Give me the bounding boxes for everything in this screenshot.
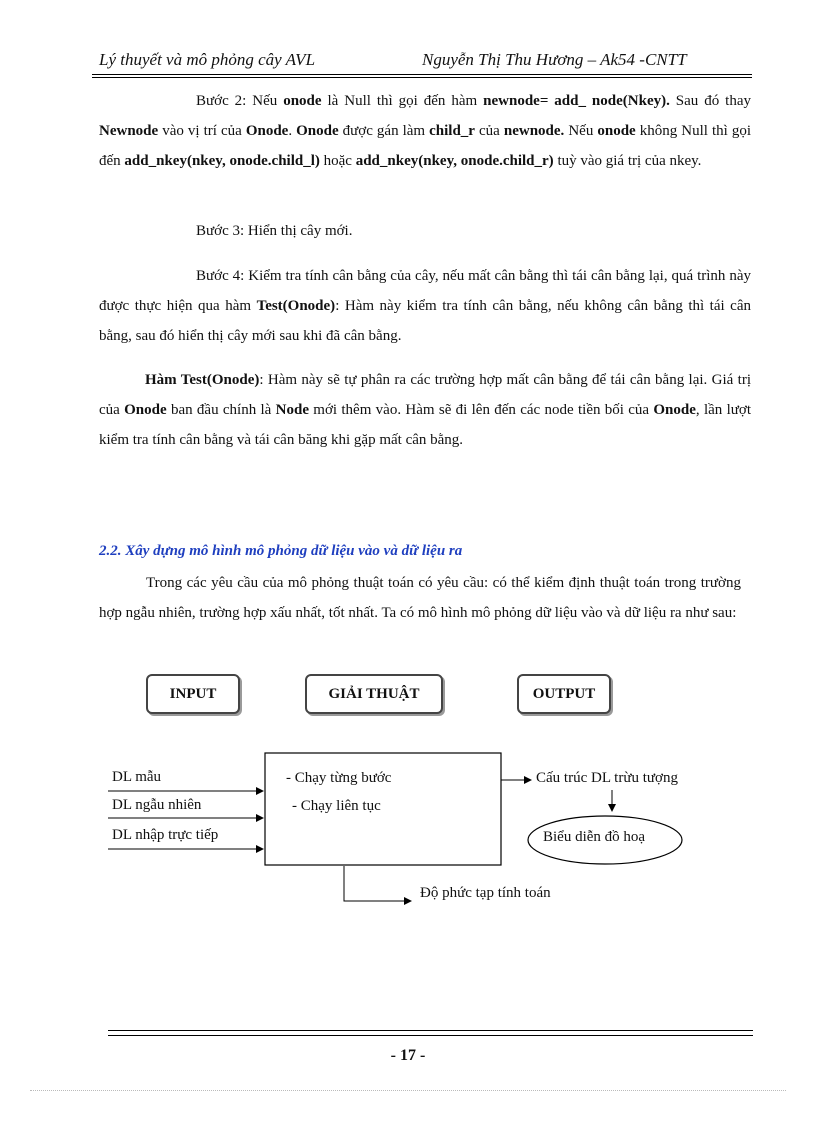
algorithm-box: GIẢI THUẬT: [305, 674, 443, 714]
output-box: OUTPUT: [517, 674, 611, 714]
input-label-2: DL ngẫu nhiên: [112, 797, 202, 813]
bold-term: newnode.: [503, 123, 565, 139]
text-run: hoặc: [319, 153, 356, 169]
bold-term: Onode: [296, 123, 339, 139]
input-label-1: DL mẫu: [112, 769, 162, 785]
bold-term: add_nkey(nkey, onode.child_l): [124, 153, 320, 169]
header-author: Nguyễn Thị Thu Hương – Ak54 -CNTT: [422, 50, 687, 69]
bold-term: Test(Onode): [256, 298, 336, 314]
bold-term: Hàm Test(Onode): [145, 372, 260, 388]
page-edge: [30, 1090, 786, 1091]
complexity-label: Độ phức tạp tính toán: [420, 885, 551, 901]
header-rule-2: [92, 77, 752, 78]
bold-term: Onode: [245, 123, 289, 139]
text-run: , lần lượt kiểm tra tính cân bằng và tái cân băng khi gặp mất cân bằng.: [99, 402, 751, 448]
section-heading: 2.2. Xây dựng mô hình mô phỏng dữ liệu vào và dữ liệu ra: [99, 543, 463, 559]
result-label: Cấu trúc DL trừu tượng: [536, 770, 678, 786]
text-run: ban đầu chính là: [166, 402, 276, 418]
text-run: Sau đó thay: [669, 93, 752, 109]
text-run: : Hàm này sẽ tự phân ra các trường hợp mất cân bằng để tái cân bằng lại. Giá trị của: [99, 372, 751, 418]
process-box: [265, 753, 501, 865]
bold-term: Onode: [653, 402, 696, 418]
text-run: Bước 3: Hiển thị cây mới.: [196, 223, 353, 239]
text-run: mới thêm vào. Hàm sẽ đi lên đến các node tiền bối của: [309, 402, 654, 418]
bold-term: newnode= add_ node(Nkey).: [483, 93, 670, 109]
paragraph-step-4: [99, 261, 751, 351]
bold-term: Node: [275, 402, 309, 418]
paragraph-step-2: [99, 86, 751, 176]
bold-term: onode: [597, 123, 636, 139]
arrow-complexity: [344, 866, 411, 901]
bold-term: onode: [283, 93, 322, 109]
text-run: Nếu: [564, 123, 598, 139]
footer-rule: [108, 1030, 753, 1031]
text-run: không Null thì gọi đến: [99, 123, 751, 169]
text-run: tuỳ vào giá trị của nkey.: [553, 153, 702, 169]
bold-term: child_r: [429, 123, 475, 139]
bold-term: Newnode: [99, 123, 159, 139]
bold-term: Onode: [124, 402, 167, 418]
text-run: .: [288, 123, 297, 139]
process-step-1: - Chạy từng bước: [286, 770, 392, 786]
text-run: là Null thì gọi đến hàm: [321, 93, 484, 109]
render-label: Biểu diễn đồ hoạ: [543, 829, 646, 845]
input-label-3: DL nhập trực tiếp: [112, 827, 219, 843]
render-ellipse: [528, 816, 682, 864]
header-rule: [92, 74, 752, 75]
input-box: INPUT: [146, 674, 240, 714]
paragraph-test-function: [99, 365, 751, 455]
page-number: - 17 -: [390, 1047, 426, 1064]
process-step-2: - Chạy liên tục: [292, 798, 381, 814]
paragraph-step-3: [99, 216, 751, 246]
text-run: vào vị trí của: [158, 123, 246, 139]
paragraph-intro: [99, 568, 741, 628]
header-title: Lý thuyết và mô phỏng cây AVL: [99, 50, 316, 69]
text-run: Bước 2: Nếu: [196, 93, 284, 109]
bold-term: add_nkey(nkey, onode.child_r): [355, 153, 554, 169]
text-run: được gán làm: [338, 123, 430, 139]
text-run: Bước 4: Kiểm tra tính cân bằng của cây, nếu mất cân bằng thì tái cân bằng lại, quá trình này được thực hiện qua hàm: [99, 268, 751, 314]
text-run: : Hàm này kiểm tra tính cân bằng, nếu không cân bằng thì tái cân bằng, sau đó hiển thị cây mới sau khi đã cân bằng.: [99, 298, 751, 344]
text-run: của: [474, 123, 504, 139]
text-run: Trong các yêu cầu của mô phỏng thuật toán có yêu cầu: có thể kiểm định thuật toán trong trường hợp ngẫu nhiên, trường hợp xấu nhất, tốt nhất. Ta có mô hình mô phỏng dữ liệu vào và dữ liệu ra như sau:: [99, 575, 741, 621]
footer-rule-2: [108, 1035, 753, 1036]
